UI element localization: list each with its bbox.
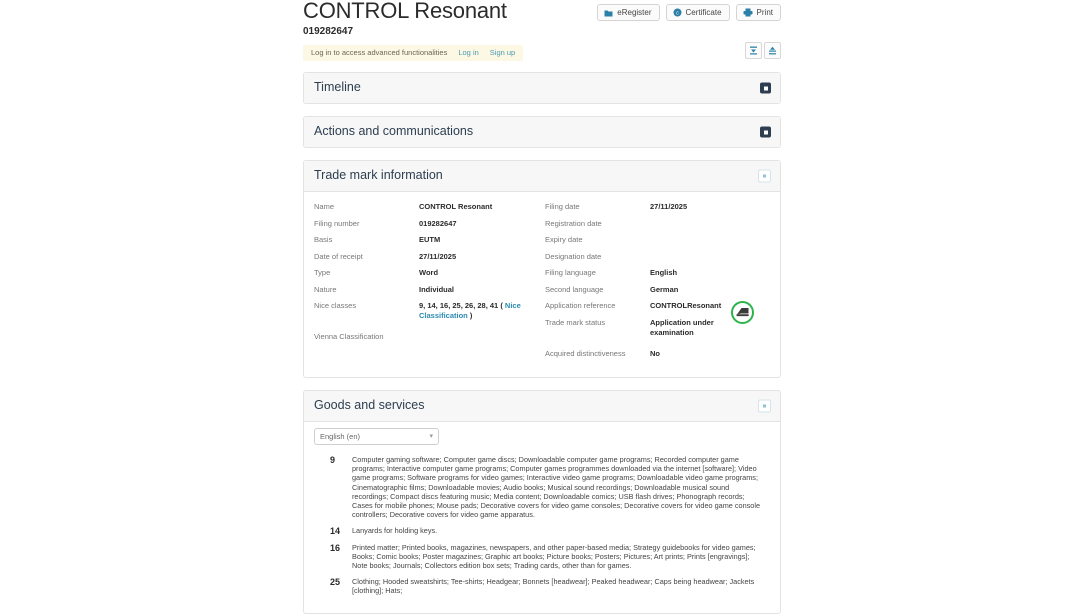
info-row (314, 219, 539, 229)
class-description: Printed matter; Printed books, magazines, newspapers, and other paper-based media; Strategy guidebooks for video games; Books; Comic books; Poster magazines; Graphic art books; Picture books; Posters; Pictures; Art prints; Prints [engravings]; Note books; Journals; Collectors edition box sets; Trading cards, other than for games. (352, 542, 756, 571)
info-row (545, 202, 770, 212)
signup-link[interactable]: Sign up (489, 48, 516, 57)
info-label: Name (314, 202, 335, 211)
info-row (314, 235, 539, 245)
svg-text:c: c (675, 10, 679, 17)
info-row (314, 202, 539, 212)
info-label: Nature (314, 284, 337, 294)
page-title: CONTROL Resonant (303, 0, 507, 23)
login-notice-bar (303, 45, 523, 61)
content-column (303, 0, 781, 614)
list-item (330, 526, 764, 535)
class-number: 25 (330, 577, 341, 588)
panel-trademark-title: Trade mark information (314, 168, 443, 182)
print-button[interactable] (736, 4, 781, 21)
examination-glyph (731, 301, 754, 324)
info-row (545, 268, 770, 278)
info-label: Acquired distinctiveness (545, 348, 626, 358)
class-description: Clothing; Hooded sweatshirts; Tee-shirts; Headgear; Bonnets [headwear]; Peaked headwear; Caps being headwear; Jackets [clothing]; Hats; (352, 577, 755, 596)
info-row (314, 332, 539, 342)
login-link[interactable]: Log in (458, 48, 479, 57)
header-action-buttons (597, 4, 781, 21)
class-number: 14 (330, 526, 341, 537)
trademark-info-left-column (314, 202, 539, 365)
status-badge: Application under examination (650, 317, 714, 337)
login-row (303, 42, 781, 60)
trademark-info-grid (314, 202, 770, 365)
info-row (314, 268, 539, 278)
info-value: EUTM (419, 235, 441, 244)
panel-goods-header[interactable] (304, 391, 780, 422)
info-value: CONTROLResonant (650, 301, 722, 310)
info-value: 27/11/2025 (419, 251, 457, 261)
nice-classes-value: 9, 14, 16, 25, 26, 28, 41 ( (419, 301, 503, 310)
collapse-all-button[interactable] (745, 42, 762, 59)
info-label: Filing language (545, 268, 596, 277)
panel-trademark-header[interactable] (304, 161, 780, 192)
info-label: Filing date (545, 202, 580, 211)
info-label: Filing number (314, 218, 360, 228)
panel-timeline-header[interactable] (304, 73, 780, 103)
info-label: Basis (314, 235, 333, 244)
info-label: Nice classes (314, 301, 357, 310)
print-label: Print (756, 8, 773, 17)
info-label: Date of receipt (314, 251, 363, 261)
info-row (545, 219, 770, 229)
panel-actions-communications (303, 116, 781, 148)
login-notice-message: Log in to access advanced functionalities (311, 48, 448, 57)
expand-all-icon (768, 46, 777, 55)
collapse-all-icon (749, 46, 758, 55)
info-row (545, 252, 770, 262)
info-label: Second language (545, 284, 604, 294)
plus-glyph (764, 86, 768, 90)
eregister-label: eRegister (617, 8, 652, 17)
panel-timeline (303, 72, 781, 104)
folder-icon (604, 9, 613, 17)
list-item (330, 577, 764, 595)
class-number: 16 (330, 542, 341, 553)
info-value: No (650, 348, 660, 358)
info-value: German (650, 284, 679, 294)
page-header (303, 0, 781, 36)
info-label: Application reference (545, 301, 616, 310)
info-value: Individual (419, 284, 455, 294)
panel-actions-title: Actions and communications (314, 124, 474, 138)
class-number: 9 (330, 455, 336, 465)
class-description: Computer gaming software; Computer game discs; Downloadable computer game programs; Recorded computer game programs; Interactive computer game programs; Computer games programmes downloaded via the internet [software]; Video game programs; Software programs for video games; Interactive video game programs; Downloadable video game programs; Cinematographic films; Downloadable movies; Audio books; Musical sound recordings; Downloadable musical sound recordings; Compact discs featuring music; Media content; Downloadable comics; USB flash drives; Phonograph records; Cases for mobile phones; Mouse pads; Decorative covers for video game consoles; Decorative covers for video game console controllers; Decorative covers for video game apparatus. (352, 455, 761, 520)
info-value (419, 301, 539, 321)
expand-collapse-controls (745, 42, 781, 59)
info-value: English (650, 268, 678, 277)
info-value: 27/11/2025 (650, 202, 688, 211)
minus-glyph (763, 175, 766, 178)
nice-classes-value-suffix: ) (469, 311, 473, 320)
language-select-value: English (en) (320, 432, 361, 441)
info-row-nice-classes (314, 301, 539, 321)
info-value: Word (419, 268, 439, 277)
certificate-label: Certificate (685, 8, 722, 17)
info-label: Expiry date (545, 235, 583, 244)
info-label: Trade mark status (545, 317, 606, 327)
info-row (314, 285, 539, 295)
list-item (330, 543, 764, 571)
info-row (545, 285, 770, 295)
expand-all-button[interactable] (764, 42, 781, 59)
certificate-button[interactable] (666, 4, 730, 21)
info-row (545, 235, 770, 245)
filing-number-subtitle: 019282647 (303, 26, 354, 37)
chevron-down-icon: ▾ (429, 433, 433, 440)
info-row (314, 252, 539, 262)
info-label: Type (314, 268, 331, 277)
panel-goods-and-services (303, 390, 781, 614)
certificate-icon (673, 8, 682, 17)
expand-icon[interactable] (760, 127, 771, 138)
info-label: Vienna Classification (314, 332, 384, 341)
info-label: Registration date (545, 218, 602, 228)
minus-glyph (763, 405, 766, 408)
collapse-icon[interactable] (758, 170, 771, 183)
info-row (545, 349, 770, 359)
info-value: 019282647 (419, 218, 457, 228)
panel-trademark-body (304, 192, 780, 377)
nice-classification-link[interactable]: Nice Classification (419, 301, 521, 320)
panel-goods-body (304, 428, 780, 613)
class-description: Lanyards for holding keys. (352, 526, 438, 536)
goods-services-list (312, 455, 770, 596)
plus-glyph (764, 130, 768, 134)
panel-actions-header[interactable] (304, 117, 780, 147)
application-under-examination-icon (731, 301, 754, 324)
collapse-icon[interactable] (758, 400, 771, 413)
list-item (330, 455, 764, 519)
printer-icon (743, 8, 753, 17)
info-value: CONTROL Resonant (419, 202, 493, 211)
panel-trademark-information (303, 160, 781, 378)
trademark-info-right-column (539, 202, 770, 365)
language-select[interactable] (314, 428, 439, 445)
panel-goods-title: Goods and services (314, 398, 425, 412)
eregister-button[interactable] (597, 4, 659, 21)
panel-timeline-title: Timeline (314, 80, 361, 94)
info-label: Designation date (545, 251, 602, 261)
expand-icon[interactable] (760, 83, 771, 94)
